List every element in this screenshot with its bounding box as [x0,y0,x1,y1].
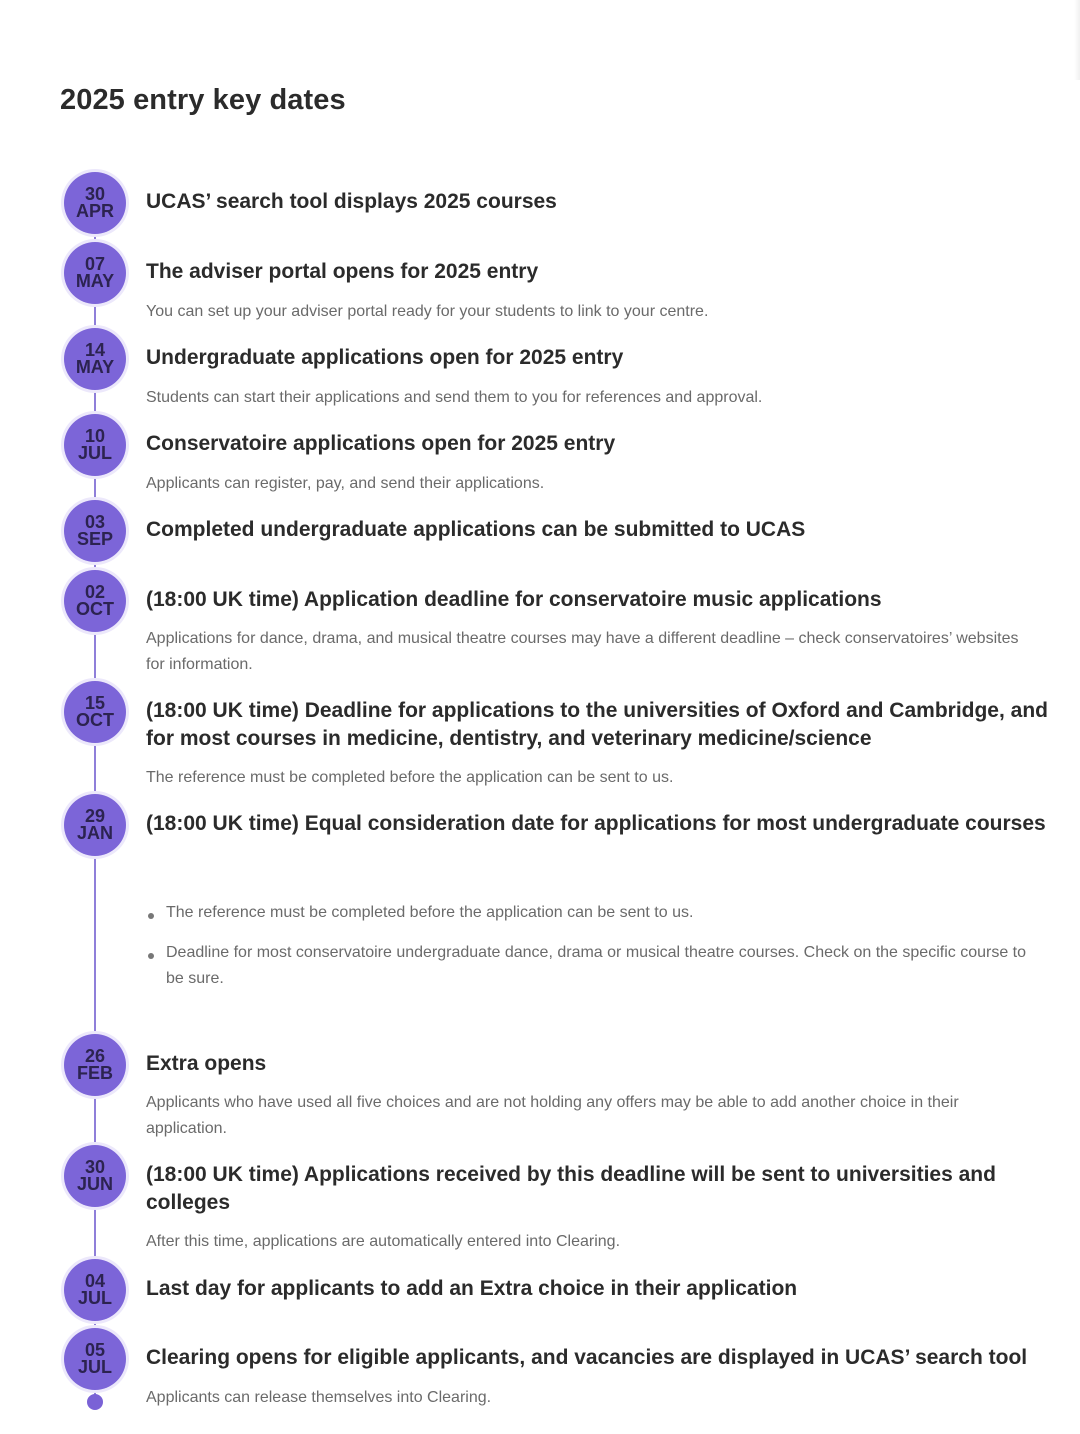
entry-title: The adviser portal opens for 2025 entry [146,260,539,283]
date-day: 05 [84,1340,106,1360]
entry-description: You can set up your adviser portal ready for your students to link to your centre. [146,303,709,320]
date-day: 04 [84,1271,106,1291]
date-badge [64,1034,126,1096]
bullet-icon [148,913,154,919]
entry-description: Applicants who have used all five choices and are not holding any offers may be able to add another choice in their application. [146,1094,959,1137]
entry-description: Students can start their applications and send them to you for references and approval. [146,389,763,406]
date-month: APR [75,201,114,221]
date-badge [64,172,126,234]
date-badge [64,1328,126,1390]
date-badge [64,328,126,390]
date-month: JAN [76,823,113,843]
entry-description: Applications for dance, drama, and musical theatre courses may have a different deadline – check conservatoires’ websites for information. [146,630,1019,673]
date-badge [64,794,126,856]
bullet-text: Deadline for most conservatoire undergraduate dance, drama or musical theatre courses. Check on the specific course to be sure. [166,944,1026,987]
date-month: FEB [77,1063,113,1083]
date-badge [64,500,126,562]
date-month: SEP [76,529,114,549]
date-day: 02 [84,582,106,602]
date-month: JUL [77,1357,112,1377]
date-day: 26 [84,1046,106,1066]
date-day: 10 [84,426,106,446]
date-day: 07 [84,254,106,274]
date-month: JUL [77,1288,112,1308]
bullet-list [146,900,1026,992]
entry-description: After this time, applications are automatically entered into Clearing. [146,1233,621,1250]
date-day: 03 [84,512,106,532]
entry-title: Clearing opens for eligible applicants, and vacancies are displayed in UCAS’ search tool [146,1346,1028,1369]
entry-title: UCAS’ search tool displays 2025 courses [146,190,557,213]
entry-title: Completed undergraduate applications can be submitted to UCAS [146,518,806,541]
date-month: MAY [75,271,115,291]
date-badge [64,570,126,632]
date-day: 30 [84,1157,106,1177]
date-month: JUL [77,443,112,463]
date-month: OCT [76,710,114,730]
date-day: 14 [84,340,106,360]
date-day: 29 [84,806,106,826]
date-month: MAY [75,357,115,377]
entry-title: (18:00 UK time) Application deadline for conservatoire music applications [146,588,882,611]
date-month: OCT [76,599,114,619]
list-item [146,940,1026,992]
bullet-text: The reference must be completed before the application can be sent to us. [166,904,694,921]
date-badge [64,242,126,304]
date-month: JUN [76,1174,113,1194]
page-title: 2025 entry key dates [60,84,346,116]
entry-description: Applicants can register, pay, and send their applications. [146,475,545,492]
entry-title: (18:00 UK time) Deadline for applications to the universities of Oxford and Cambridge, and for most courses in medicine, dentistry, and veterinary medicine/science [146,699,1048,750]
entry-description: The reference must be completed before the application can be sent to us. [146,769,674,786]
entry-description: Applicants can release themselves into Clearing. [146,1389,492,1406]
date-day: 15 [84,693,106,713]
entry-title: Last day for applicants to add an Extra choice in their application [146,1277,798,1300]
date-badge [64,414,126,476]
date-badge [64,1145,126,1207]
entry-title: Undergraduate applications open for 2025 entry [146,346,624,369]
scrollbar-edge [1074,0,1080,80]
list-item [146,900,1026,926]
date-badge [64,681,126,743]
entry-title: Conservatoire applications open for 2025 entry [146,432,616,455]
entry-title: (18:00 UK time) Applications received by this deadline will be sent to universities and colleges [146,1163,996,1214]
entry-title: Extra opens [146,1052,267,1075]
entry-title: (18:00 UK time) Equal consideration date for applications for most undergraduate courses [146,812,1046,835]
date-badge [64,1259,126,1321]
date-day: 30 [84,184,106,204]
bullet-icon [148,953,154,959]
timeline-end-dot [87,1394,103,1410]
